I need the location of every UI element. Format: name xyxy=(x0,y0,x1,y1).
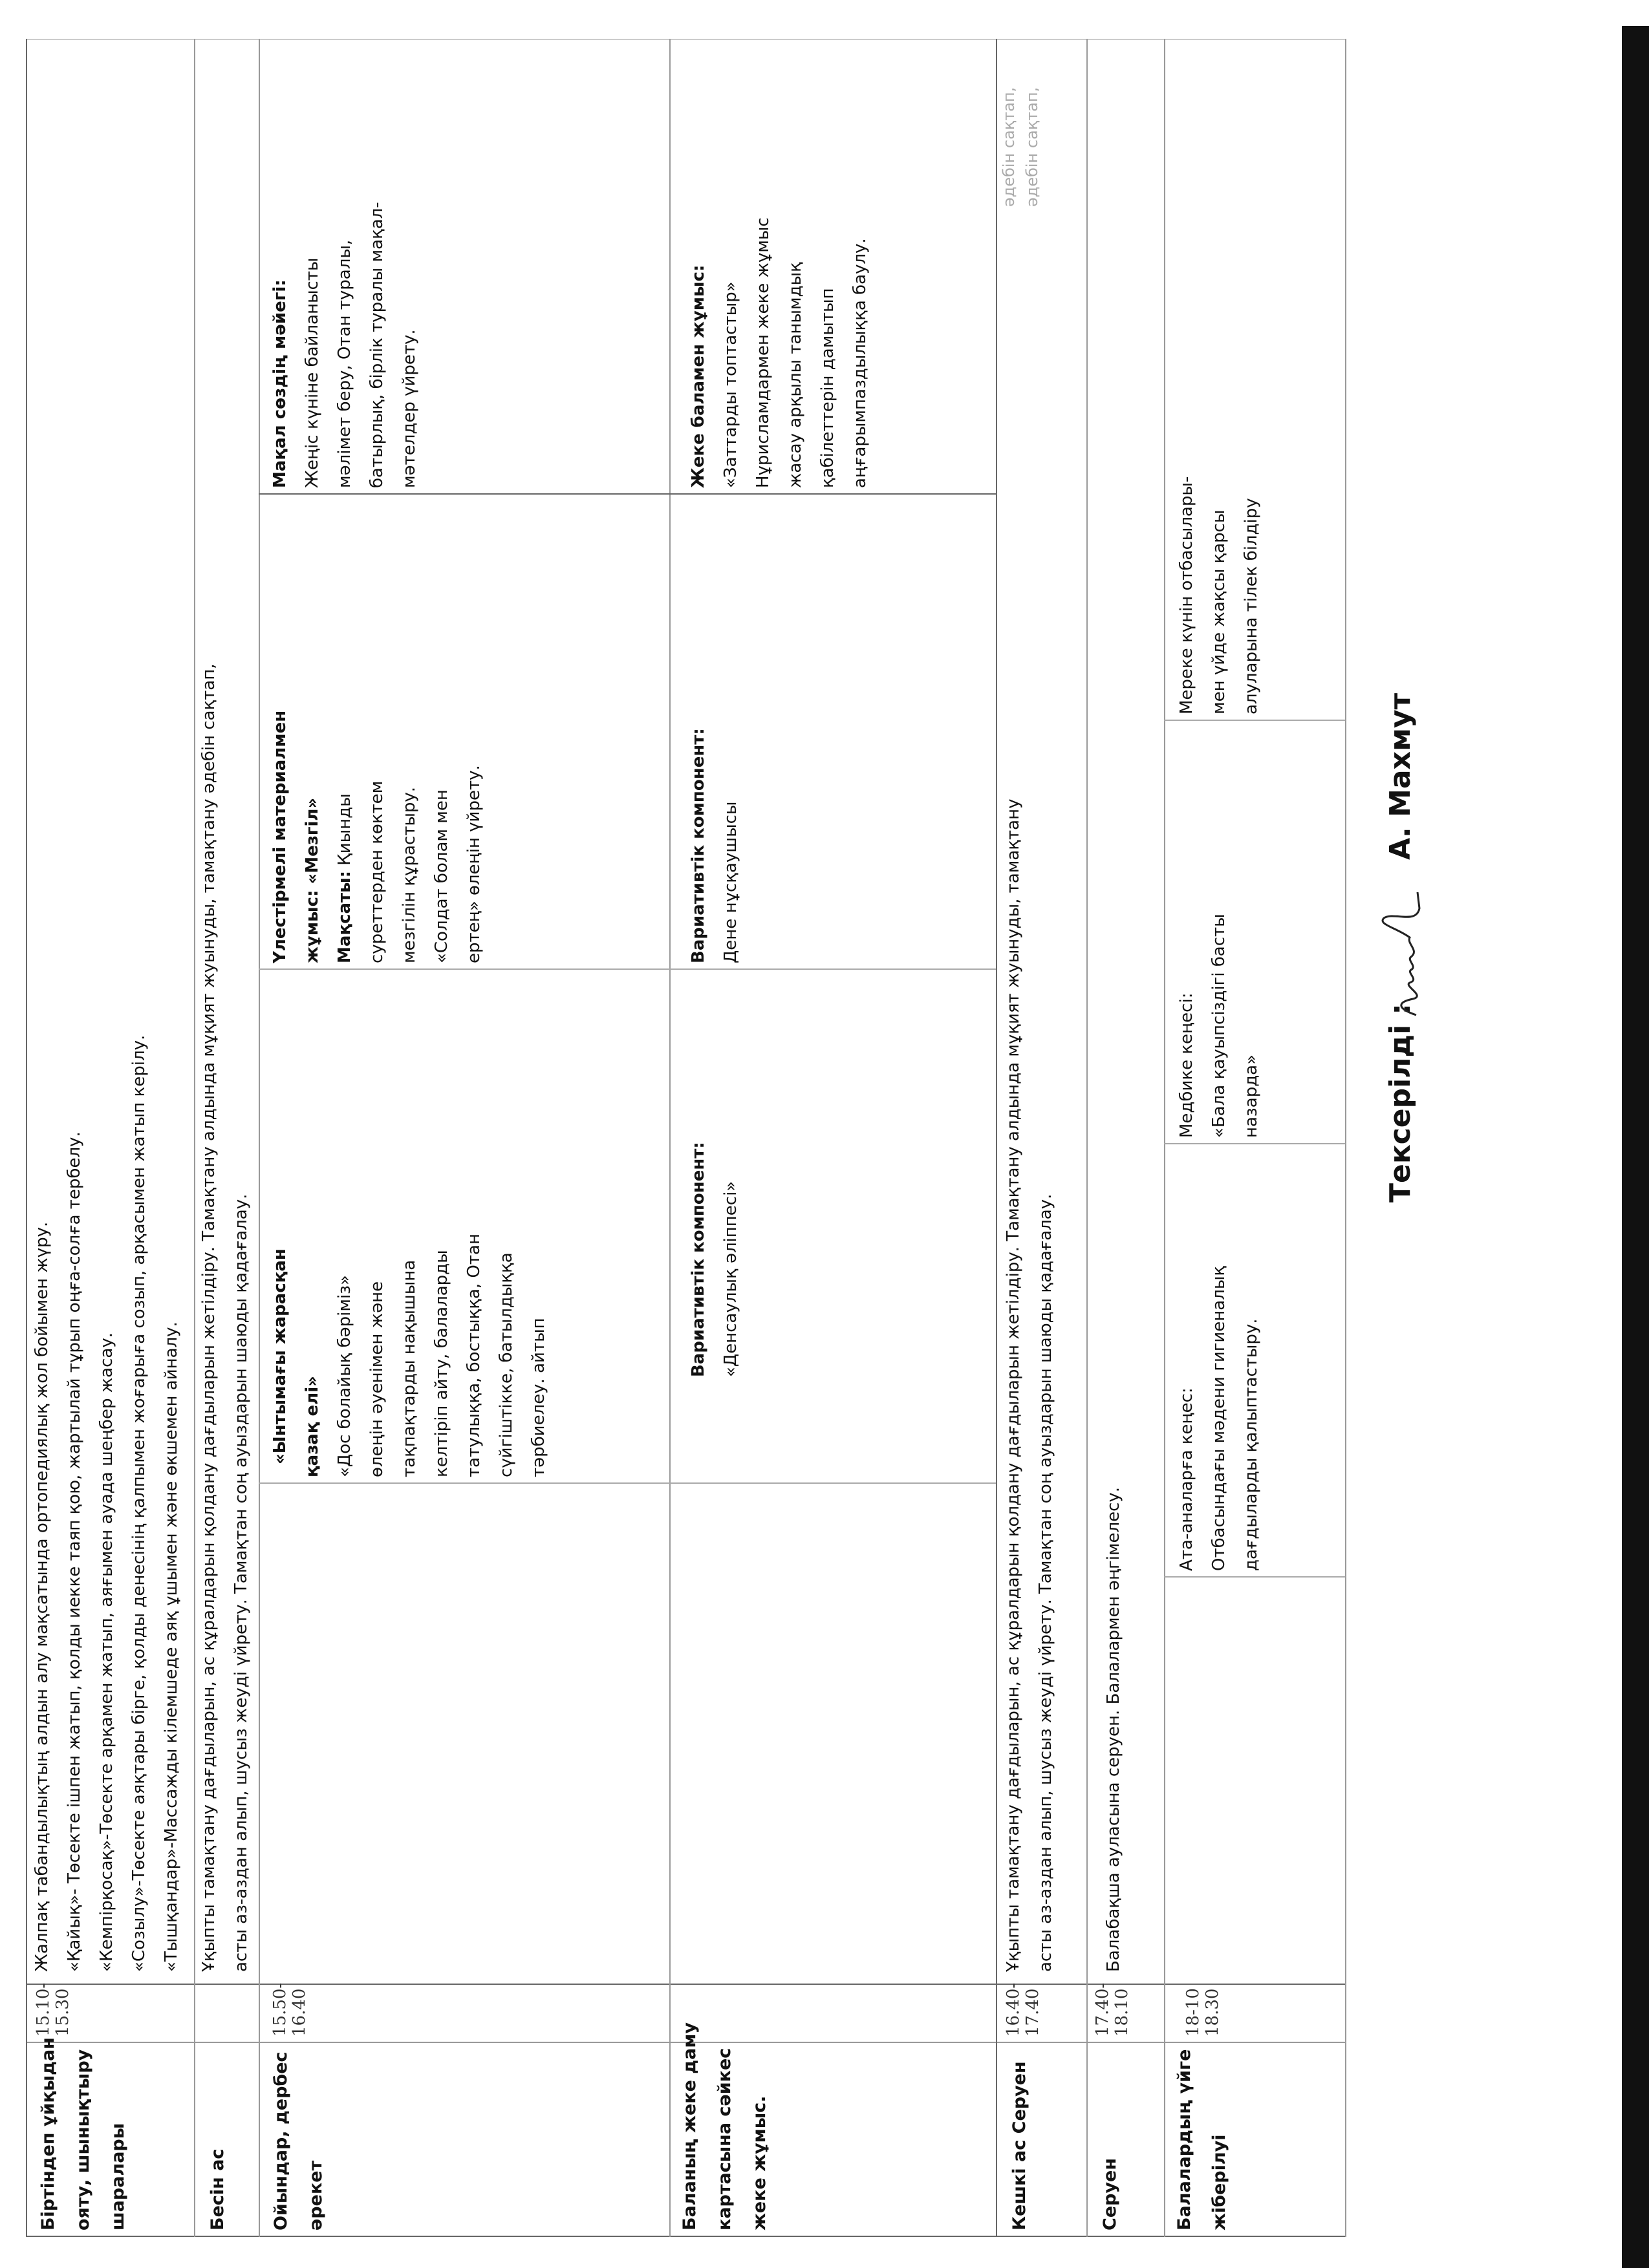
checked-by-name: А. Махмут xyxy=(1384,692,1417,860)
grid-line xyxy=(259,1482,996,1484)
schedule-sheet xyxy=(26,39,1578,2237)
individual-col-1: Вариативтік компонент: «Денсаулық әліппесі» xyxy=(689,1142,740,1377)
row-label-waking: Біртіндеп ұйқыдан ояту, шынықтыру шаралары xyxy=(38,2037,128,2231)
time-home: 18-10 18.30 xyxy=(1183,1988,1222,2037)
home-col-1: Ата-аналарға кеңес: Отбасындағы мәдени гигиеналық дағдыларды қалыптастыру. xyxy=(1177,1265,1261,1571)
row-label-individual: Баланың жеке даму картасына сәйкес жеке жұмыс. xyxy=(680,2022,770,2231)
grid-line xyxy=(1345,39,1346,2237)
time-waking: 15.10- 15.30 xyxy=(34,1982,72,2037)
row-label-games: Ойындар, дербес әрекет xyxy=(271,2051,326,2231)
checked-by-label: Тексерілді : xyxy=(1384,1003,1417,1203)
games-col-2: Үлестірмелі материалмен жұмыс: «Мезгіл» Мақсаты: Қиынды суреттерден көктем мезгілін құрастыру. «Солдат болам мен ертең» өлеңін үйрету. xyxy=(270,710,484,963)
home-col-3: Мереке күнін отбасылары- мен үйде жақсы қарсы алуларына тілек білдіру xyxy=(1177,476,1261,714)
home-col-2: Медбике кеңесі: «Бала қауыпсіздігі басты назарда» xyxy=(1177,914,1261,1138)
row-label-home: Балалардың үйге жіберілуі xyxy=(1174,2049,1229,2231)
grid-line xyxy=(1164,1143,1345,1144)
grid-line xyxy=(259,493,996,495)
grid-line xyxy=(259,968,996,970)
grid-line xyxy=(1086,39,1088,2237)
grid-line xyxy=(1164,1576,1345,1578)
row-label-lunch: Бесін ас xyxy=(208,2148,228,2231)
row-label-walk: Серуен xyxy=(1100,2157,1120,2231)
grid-line xyxy=(669,39,671,2237)
ghost-text: әдебін сақтап, әдебін сақтап, xyxy=(1000,87,1041,207)
content-waking: Жалпақ табандылықтың алдын алу мақсатында ортопедиялық жол бойымен жүру. «Қайық»- Төсекте ішпен жатып, қолды иекке таяп қою, жартылай тұрып оңға-солға тербелу. «Кемпірқосақ»-Төсекте арқамен жатып, аяғымен ауада шеңбер жасау. «Созылу»-Төсекте аяқтары бірге, қолды денесінің қалпымен жоғарыға созып, арқасымен жатып керілу. «Тышқандар»-Массажды кілемшеде аяқ ұшымен және өкшемен айналу. xyxy=(32,1034,181,1972)
grid-line xyxy=(26,2236,1345,2237)
signature xyxy=(1371,879,1436,1022)
time-games: 15.50- 16.40 xyxy=(270,1982,309,2037)
grid-line xyxy=(1164,39,1165,2237)
individual-col-2: Вариативтік компонент: Дене нұсқаушысы xyxy=(689,728,740,963)
games-col-3: Мақал сөздің мәйегі: Жеңіс күніне байланысты мәлімет беру, Отан туралы, батырлық, бірлік туралы мақал- мәтелдер үйрету. xyxy=(270,202,419,488)
games-col-1: «Ынтымағы жарасқан қазақ елі» «Дос болайық бәріміз» өлеңін әуенімен және тақпақтарды нақышына келтіріп айту, балаларды татулыққа, бостыққа, Отан сүйгіштікке, батылдыққа тәрбиелеу. айтып xyxy=(270,1234,548,1477)
grid-line xyxy=(1164,720,1345,721)
content-lunch: Ұқыпты тамақтану дағдыларын, ас құралдарын қолдану дағдыларын жетілдіру. Тамақтану алдында мұқият жуынуды, тамақтану әдебін сақтап, асты аз-аздан алып, шусыз жеуді үйрету. Тамақтан соң ауыздарын шаюды қадағалау. xyxy=(199,663,251,1972)
grid-line xyxy=(259,39,260,2237)
scan-edge xyxy=(1622,26,1649,2268)
content-walk: Балабақша ауласына серуен. Балалармен әңгімелесу. xyxy=(1104,1486,1123,1972)
grid-line xyxy=(26,39,1345,40)
row-label-dinner: Кешкі ас Серуен xyxy=(1009,2061,1029,2231)
content-dinner: Ұқыпты тамақтану дағдыларын, ас құралдарын қолдану дағдыларын жетілдіру. Тамақтану алдында мұқият жуынуды, тамақтану асты аз-аздан алып, шусыз жеуді үйрету. Тамақтан соң ауыздарын шаюды қадағалау. xyxy=(1004,798,1055,1972)
individual-col-3: Жеке баламен жұмыс: «Заттарды топтастыр» Нұрисламдармен жеке жұмыс жасау арқылы танымдық қабілеттерін дамытып аңғарымпаздылыққа баулу. xyxy=(689,217,870,488)
grid-line xyxy=(26,1984,1345,1985)
time-dinner: 16.40- 17.40 xyxy=(1004,1982,1042,2037)
time-walk: 17.40- 18.10 xyxy=(1093,1982,1132,2037)
